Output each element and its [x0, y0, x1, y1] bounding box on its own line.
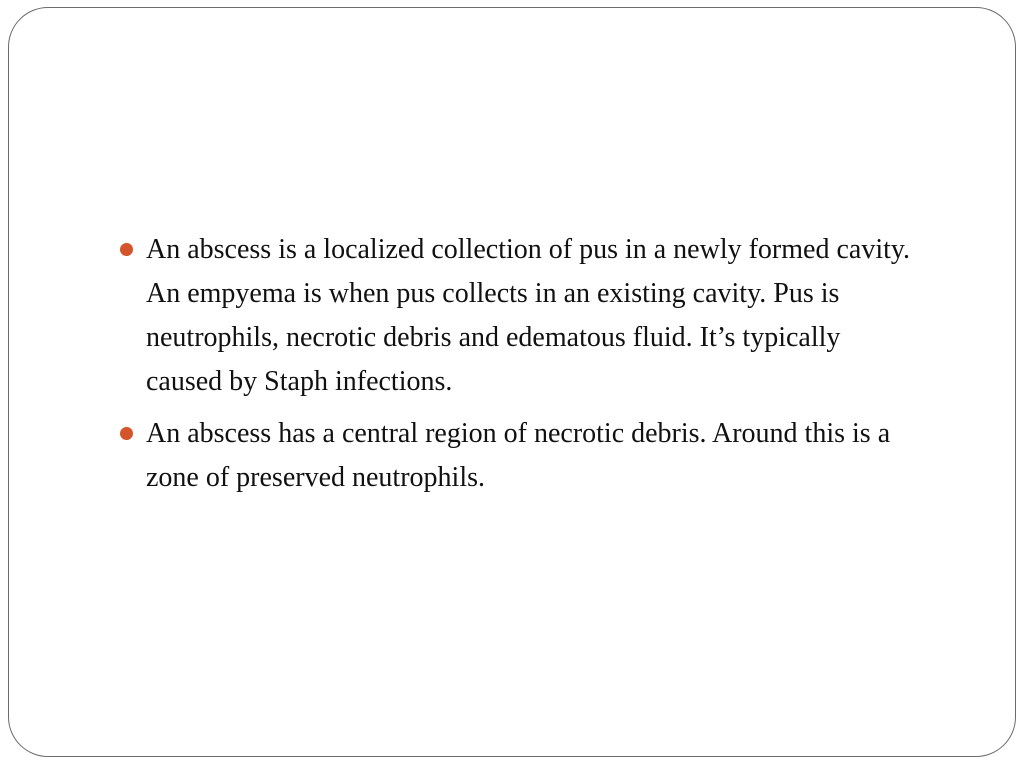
bullet-dot-icon — [120, 427, 133, 440]
slide-frame — [8, 7, 1016, 757]
bullet-text-2: An abscess has a central region of necrotic debris. Around this is a zone of preserved neutrophils. — [146, 418, 891, 493]
slide-content — [114, 228, 914, 508]
bullet-text-1: An abscess is a localized collection of pus in a newly formed cavity. An empyema is when pus collects in an existing cavity. Pus is neutrophils, necrotic debris and edematous fluid. It’s typically caused by Staph infections. — [146, 234, 911, 397]
bullet-item-2 — [114, 412, 914, 500]
bullet-list — [114, 228, 914, 500]
bullet-item-1 — [114, 228, 914, 404]
bullet-dot-icon — [120, 243, 133, 256]
